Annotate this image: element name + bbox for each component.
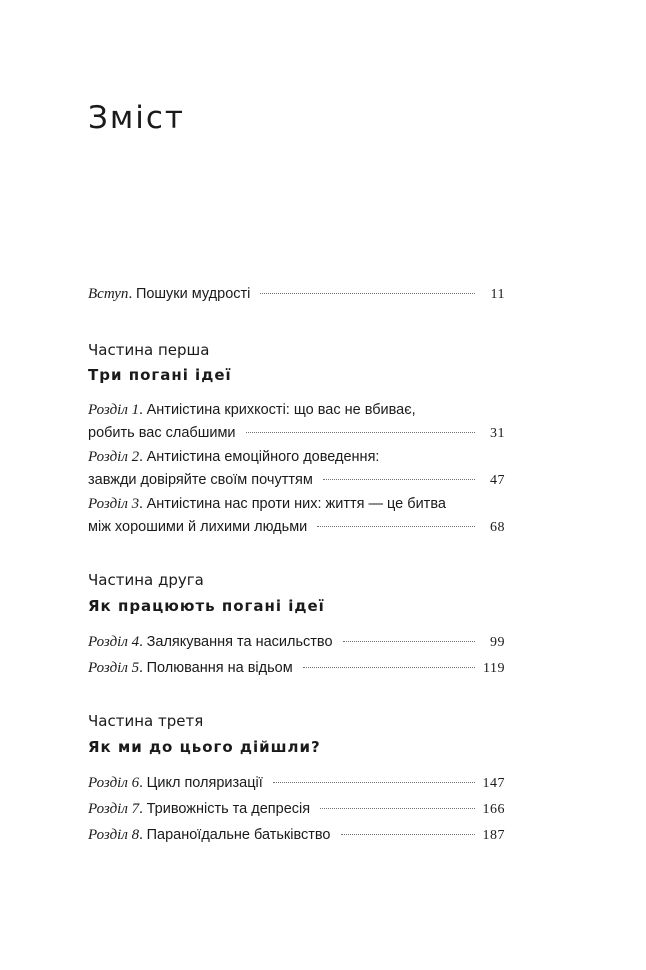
- toc-entry-chapter-8[interactable]: Розділ 8. Параноїдальне батьківство 187: [88, 824, 505, 847]
- entry-title: Залякування та насильство: [146, 634, 333, 650]
- page-number: 99: [490, 635, 505, 650]
- dot-leader: [341, 834, 476, 835]
- dot-leader: [303, 667, 475, 668]
- entry-prefix: Розділ 2: [88, 449, 140, 465]
- entry-prefix: Розділ 8: [88, 827, 140, 843]
- page-number: 11: [490, 287, 505, 302]
- part-title[interactable]: Як працюють погані ідеї: [88, 597, 325, 615]
- dot-leader: [246, 432, 475, 433]
- entry-title-line2: робить вас слабшими: [88, 425, 236, 441]
- entry-title: Тривожність та депресія: [146, 801, 311, 817]
- entry-prefix: Розділ 5: [88, 660, 140, 676]
- page-number: 147: [482, 776, 505, 791]
- page-number: 166: [482, 802, 505, 817]
- toc-entry-chapter-1[interactable]: Розділ 1. Антиістина крихкості: що вас не вбиває, робить вас слабшими 31: [88, 399, 505, 445]
- toc-entry-chapter-2[interactable]: Розділ 2. Антиістина емоційного доведення: завжди довіряйте своїм почуттям 47: [88, 446, 505, 492]
- toc-entry-chapter-5[interactable]: Розділ 5. Полювання на відьом 119: [88, 657, 505, 680]
- toc-entry-chapter-6[interactable]: Розділ 6. Цикл поляризації 147: [88, 772, 505, 795]
- entry-prefix: Розділ 1: [88, 402, 140, 418]
- toc-entry-intro[interactable]: Вступ. Пошуки мудрості 11: [88, 283, 505, 306]
- dot-leader: [320, 808, 475, 809]
- entry-title-line1: Антиістина нас проти них: життя — це битва: [146, 496, 446, 512]
- entry-prefix: Розділ 4: [88, 634, 140, 650]
- entry-title-line2: між хорошими й лихими людьми: [88, 519, 308, 535]
- dot-leader: [343, 641, 475, 642]
- entry-prefix: Розділ 7: [88, 801, 140, 817]
- entry-title: Параноїдальне батьківство: [146, 827, 331, 843]
- toc-entry-chapter-4[interactable]: Розділ 4. Залякування та насильство 99: [88, 631, 505, 654]
- dot-leader: [317, 526, 475, 527]
- entry-title: Полювання на відьом: [146, 660, 293, 676]
- entry-title: Цикл поляризації: [146, 775, 263, 791]
- page-number: 187: [482, 828, 505, 843]
- toc-entry-chapter-7[interactable]: Розділ 7. Тривожність та депресія 166: [88, 798, 505, 821]
- entry-prefix: Розділ 3: [88, 496, 140, 512]
- part-label: Частина третя: [88, 712, 204, 730]
- entry-prefix: Вступ: [88, 286, 129, 302]
- dot-leader: [323, 479, 475, 480]
- toc-entry-chapter-3[interactable]: Розділ 3. Антиістина нас проти них: життя — це битва між хорошими й лихими людьми 68: [88, 493, 505, 539]
- part-title[interactable]: Три погані ідеї: [88, 366, 232, 384]
- page-number: 31: [490, 426, 505, 441]
- entry-prefix: Розділ 6: [88, 775, 140, 791]
- dot-leader: [260, 293, 475, 294]
- part-label: Частина перша: [88, 341, 210, 359]
- page-number: 119: [483, 661, 505, 676]
- dot-leader: [273, 782, 475, 783]
- entry-title: Пошуки мудрості: [135, 286, 251, 302]
- part-label: Частина друга: [88, 571, 204, 589]
- page-title: Зміст: [88, 100, 185, 136]
- entry-title-line2: завжди довіряйте своїм почуттям: [88, 472, 313, 488]
- entry-title-line1: Антиістина крихкості: що вас не вбиває,: [146, 402, 416, 418]
- page-number: 68: [490, 520, 505, 535]
- part-title[interactable]: Як ми до цього дійшли?: [88, 738, 321, 756]
- page-number: 47: [490, 473, 505, 488]
- entry-title-line1: Антиістина емоційного доведення:: [146, 449, 380, 465]
